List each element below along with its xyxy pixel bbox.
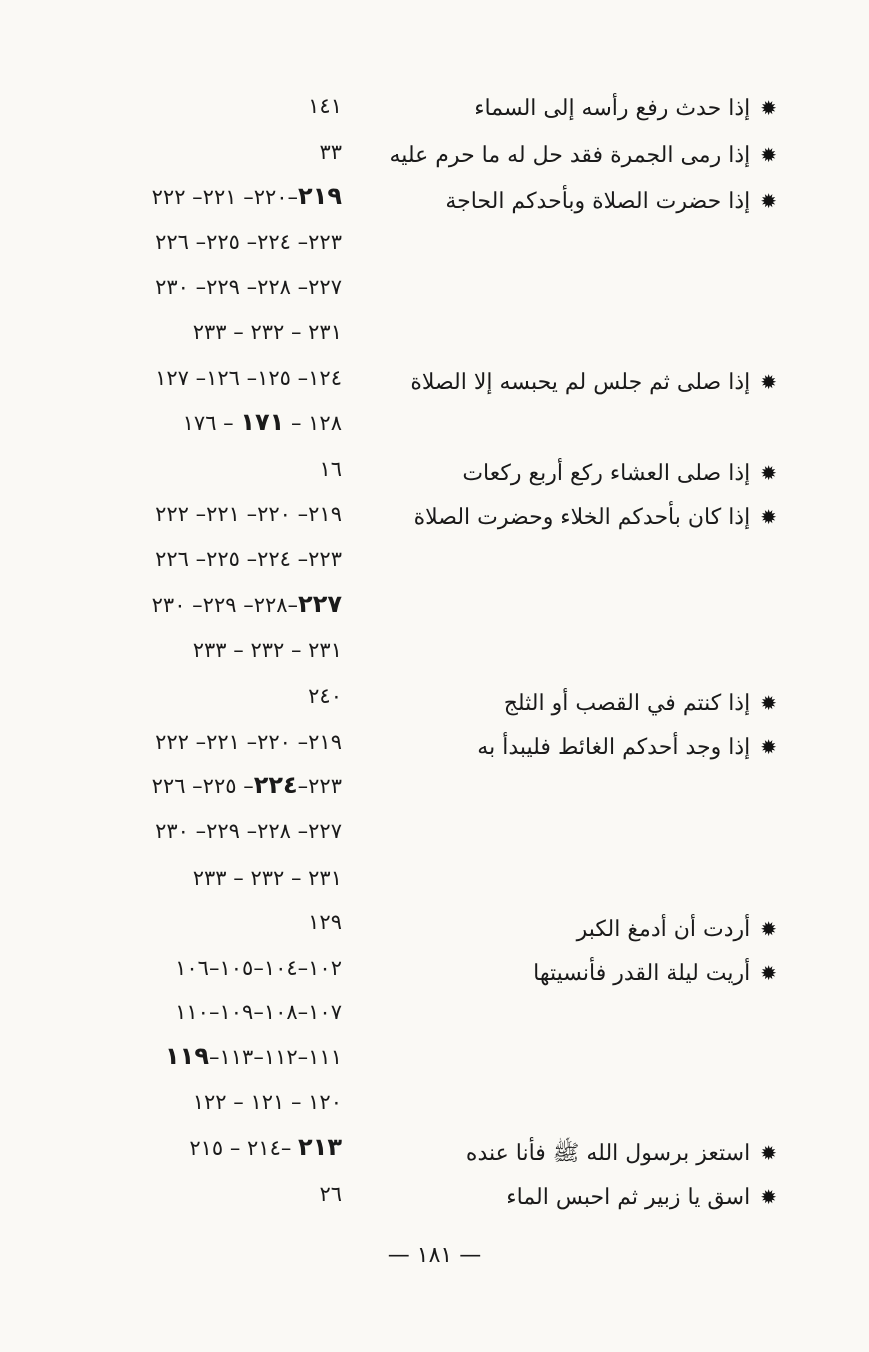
page-references: ٢١٩– ٢٢٠– ٢٢١– ٢٢٢ [155, 730, 342, 754]
page-references: ١٢٤– ١٢٥– ١٢٦– ١٢٧ [155, 366, 342, 390]
page-references: ٢٤٠ [308, 684, 342, 708]
index-entry: ✹إذا حدث رفع رأسه إلى السماء [474, 88, 777, 128]
star-bullet-icon: ✹ [760, 505, 777, 529]
page-references: ٢٦ [319, 1182, 342, 1206]
page-references: ٢٢٣– ٢٢٤– ٢٢٥– ٢٢٦ [155, 230, 342, 254]
index-entry: ✹إذا كنتم في القصب أو الثلج [504, 683, 777, 723]
star-bullet-icon: ✹ [760, 1141, 777, 1165]
index-entry: ✹إذا صلى ثم جلس لم يحبسه إلا الصلاة [410, 362, 777, 402]
page-references: ١٢٠ – ١٢١ – ١٢٢ [192, 1090, 342, 1114]
star-bullet-icon: ✹ [760, 1185, 777, 1209]
page-references: ٢٣١ – ٢٣٢ – ٢٣٣ [192, 866, 342, 890]
page-references: ١٢٨ – ١٧١ – ١٧٦ [182, 408, 342, 436]
index-entry: ✹إذا وجد أحدكم الغائط فليبدأ به [477, 727, 777, 767]
star-bullet-icon: ✹ [760, 143, 777, 167]
page-references: ٢٢٣–٢٢٤– ٢٢٥– ٢٢٦ [151, 771, 342, 799]
index-entry: ✹إذا صلى العشاء ركع أربع ركعات [462, 453, 777, 493]
page-references: ٢٢٧–٢٢٨– ٢٢٩– ٢٣٠ [151, 590, 342, 618]
index-entry: ✹إذا كان بأحدكم الخلاء وحضرت الصلاة [414, 497, 777, 537]
page-references: ٢٣١ – ٢٣٢ – ٢٣٣ [192, 320, 342, 344]
page-references: ١٦ [319, 457, 342, 481]
index-entry: ✹أريت ليلة القدر فأنسيتها [533, 953, 777, 993]
star-bullet-icon: ✹ [760, 917, 777, 941]
page-references: ١٤١ [308, 94, 342, 118]
star-bullet-icon: ✹ [760, 96, 777, 120]
index-entry: ✹اسق يا زبير ثم احبس الماء [506, 1177, 777, 1217]
star-bullet-icon: ✹ [760, 735, 777, 759]
page-references: ١١١–١١٢–١١٣–١١٩ [165, 1042, 342, 1070]
star-bullet-icon: ✹ [760, 189, 777, 213]
page-references: ٢١٣ –٢١٤ – ٢١٥ [189, 1133, 342, 1161]
page-references: ١٠٢–١٠٤–١٠٥–١٠٦ [175, 956, 342, 980]
page-references: ١٠٧–١٠٨–١٠٩–١١٠ [175, 1000, 342, 1024]
index-entry: ✹استعز برسول الله ﷺ فأنا عنده [466, 1133, 777, 1173]
page-references: ٢١٩–٢٢٠– ٢٢١– ٢٢٢ [151, 182, 342, 210]
page-references: ١٢٩ [308, 910, 342, 934]
star-bullet-icon: ✹ [760, 461, 777, 485]
page-references: ٢١٩– ٢٢٠– ٢٢١– ٢٢٢ [155, 502, 342, 526]
index-entry: ✹أردت أن أدمغ الكبر [577, 909, 777, 949]
star-bullet-icon: ✹ [760, 961, 777, 985]
page-references: ٢٣١ – ٢٣٢ – ٢٣٣ [192, 638, 342, 662]
page-references: ٣٣ [319, 140, 342, 164]
page-references: ٢٢٧– ٢٢٨– ٢٢٩– ٢٣٠ [155, 275, 342, 299]
star-bullet-icon: ✹ [760, 370, 777, 394]
page-references: ٢٢٣– ٢٢٤– ٢٢٥– ٢٢٦ [155, 547, 342, 571]
page-references: ٢٢٧– ٢٢٨– ٢٢٩– ٢٣٠ [155, 819, 342, 843]
index-entry: ✹إذا رمى الجمرة فقد حل له ما حرم عليه [389, 135, 777, 175]
star-bullet-icon: ✹ [760, 691, 777, 715]
index-entry: ✹إذا حضرت الصلاة وبأحدكم الحاجة [445, 181, 777, 221]
page-number: — ١٨١ — [387, 1243, 482, 1268]
